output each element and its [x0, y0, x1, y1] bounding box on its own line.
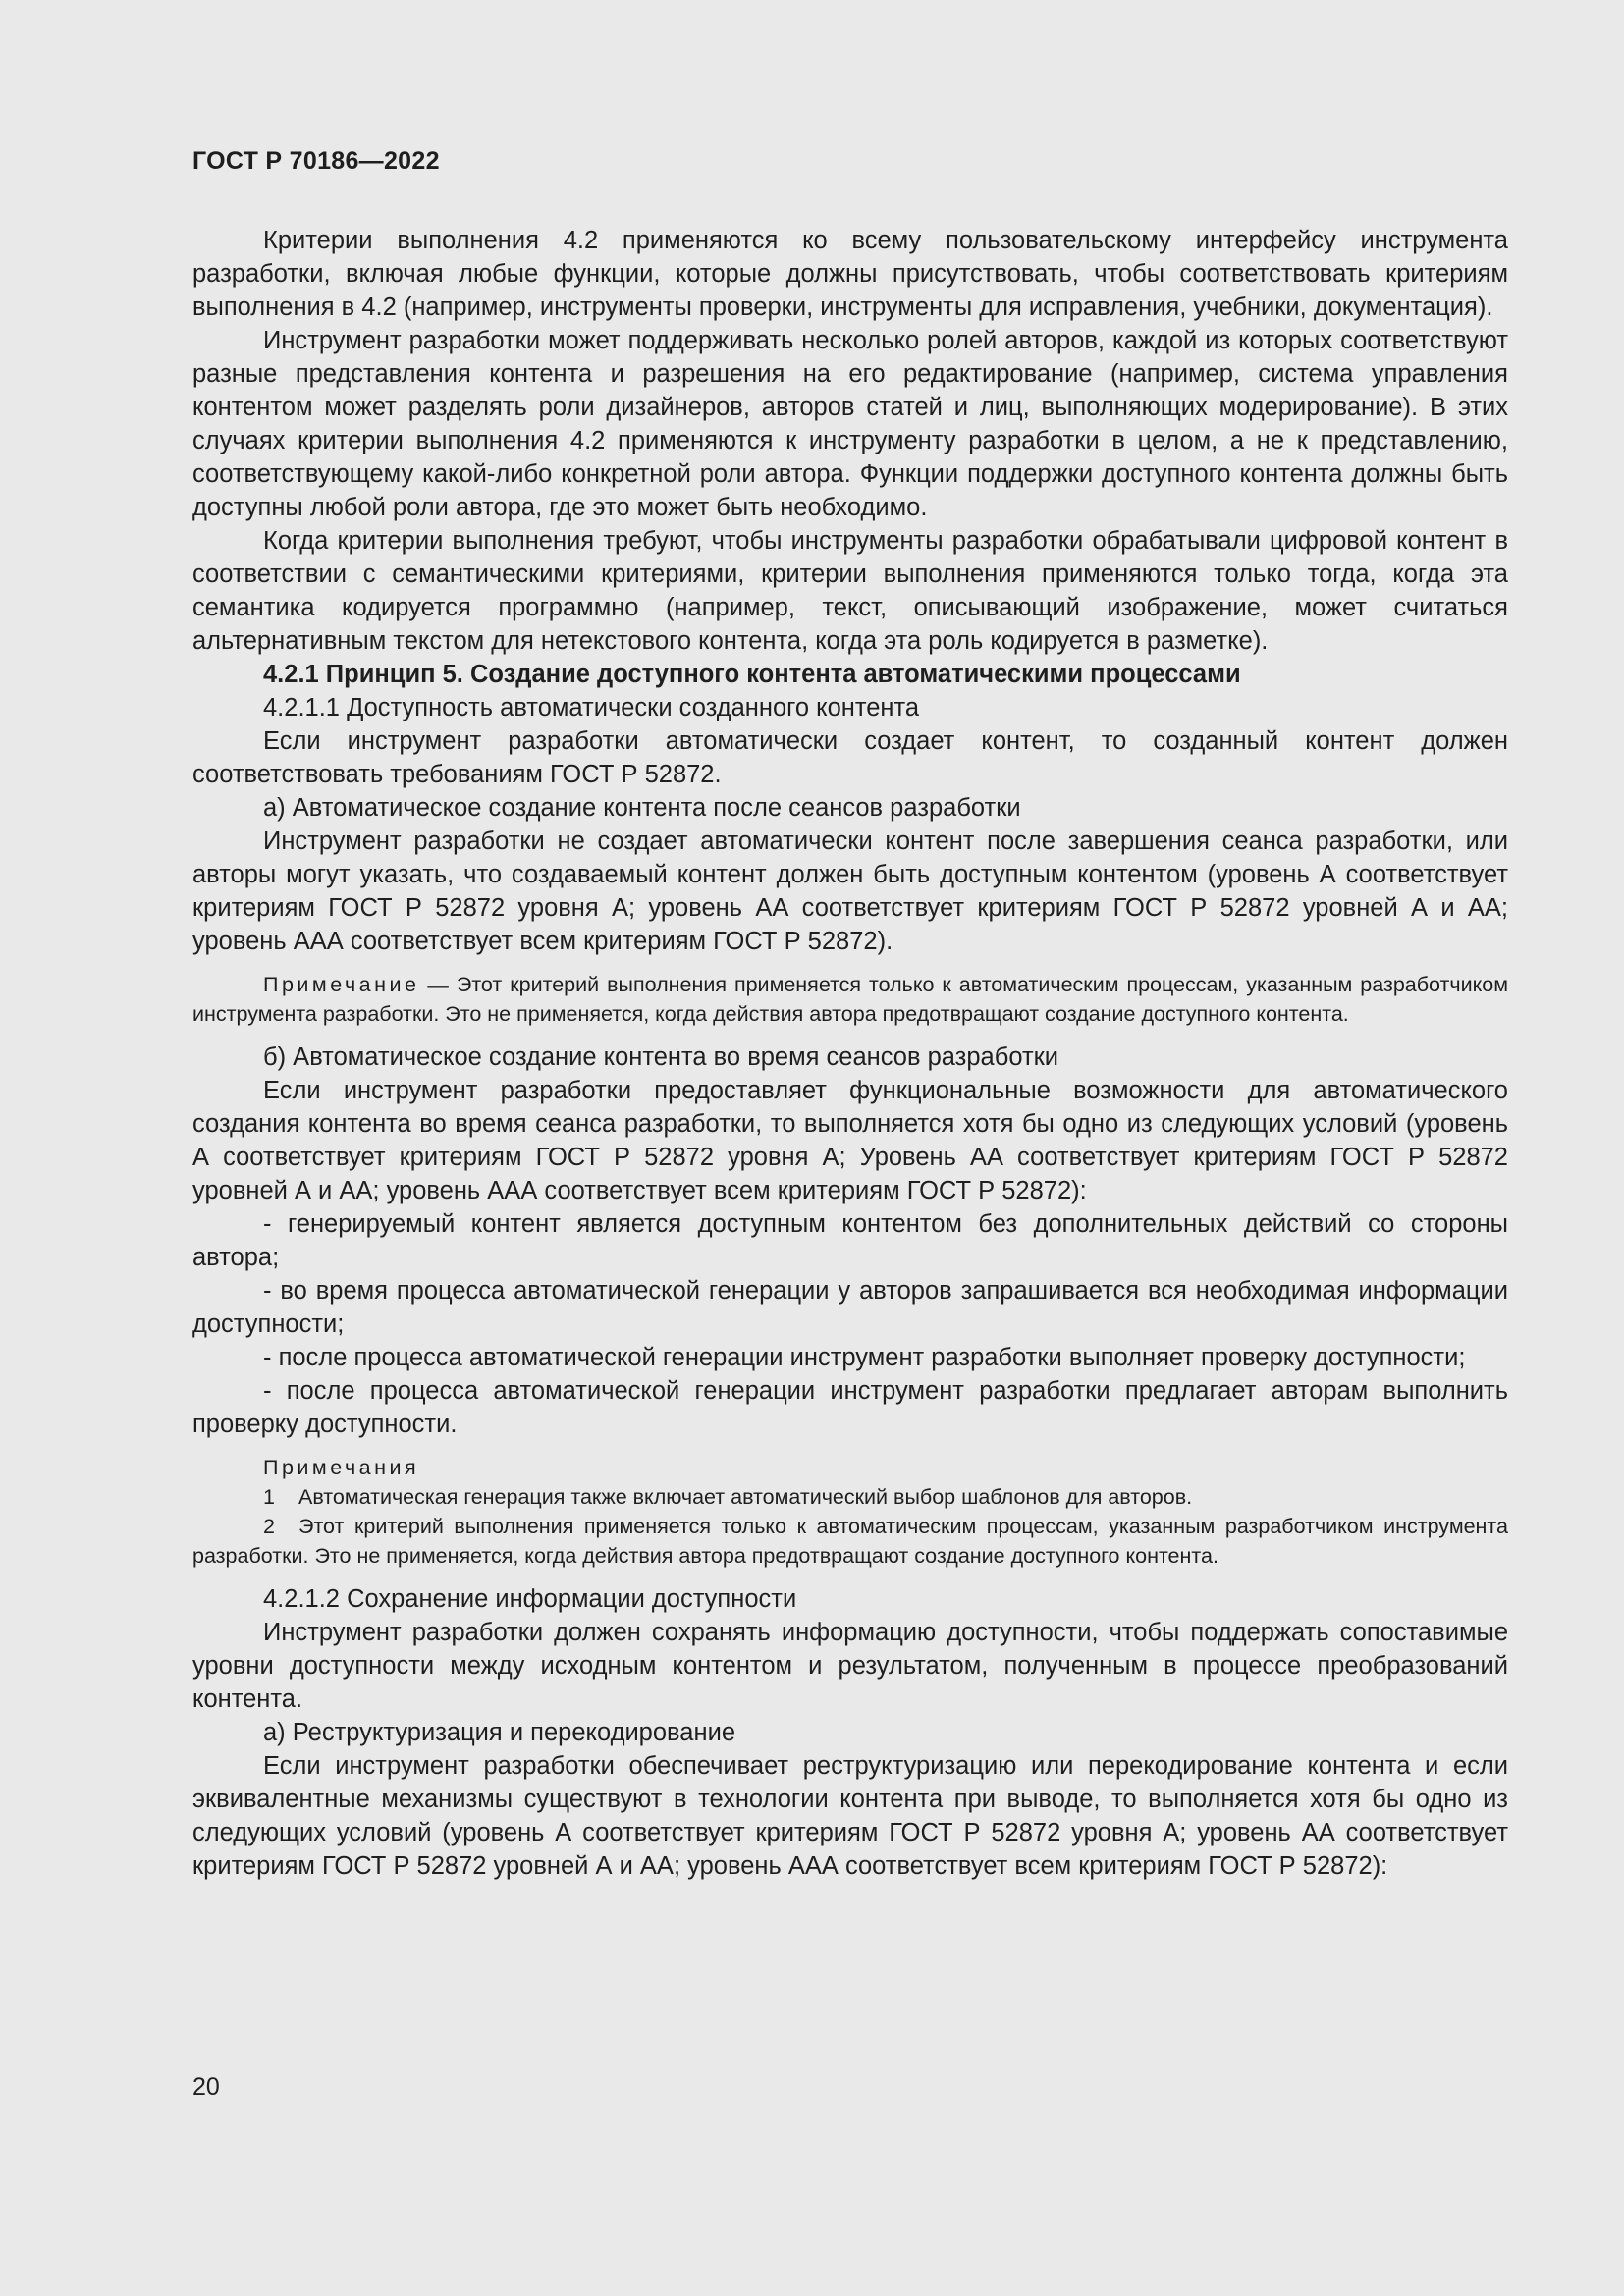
note-item: [192, 1512, 1508, 1571]
subsection-heading-4-2-1-2: 4.2.1.2 Сохранение информации доступности: [263, 1585, 797, 1613]
page-number: 20: [192, 2073, 220, 2101]
bullet-item: - во время процесса автоматической генерации у авторов запрашивается вся необходимая информации доступности;: [192, 1277, 1508, 1338]
list-item-a: а) Автоматическое создание контента после сеансов разработки: [263, 794, 1021, 822]
paragraph: Если инструмент разработки обеспечивает реструктуризацию или перекодирование контента и если эквивалентные механизмы существуют в технологии контента при выводе, то выполняется хотя бы одно из следующих условий (уровень А соответствует критериям ГОСТ Р 52872 уровня А; уровень АА соответствует критериям ГОСТ Р 52872 уровней А и АА; уровень ААА соответствует всем критериям ГОСТ Р 52872):: [192, 1752, 1508, 1880]
subsection-heading-4-2-1-1: 4.2.1.1 Доступность автоматически созданного контента: [263, 694, 920, 721]
bullet-item: - после процесса автоматической генерации инструмент разработки выполняет проверку доступности;: [263, 1344, 1466, 1371]
note-label: Примечание: [263, 973, 420, 996]
notes-label: Примечания: [263, 1456, 420, 1479]
list-item-b: б) Автоматическое создание контента во время сеансов разработки: [263, 1043, 1059, 1071]
note-text: Этот критерий выполнения применяется только к автоматическим процессам, указанным разработчиком инструмента разработки. Это не применяется, когда действия автора предотвращают создание доступного контента.: [192, 1515, 1508, 1568]
bullet-item: - генерируемый контент является доступным контентом без дополнительных действий со стороны автора;: [192, 1210, 1508, 1271]
bullet-item: - после процесса автоматической генерации инструмент разработки предлагает авторам выполнить проверку доступности.: [192, 1377, 1508, 1438]
note-item: [192, 1482, 1508, 1512]
paragraph: Критерии выполнения 4.2 применяются ко всему пользовательскому интерфейсу инструмента разработки, включая любые функции, которые должны присутствовать, чтобы соответствовать критериям выполнения в 4.2 (например, инструменты проверки, инструменты для исправления, учебники, документация).: [192, 227, 1508, 321]
paragraph: Если инструмент разработки автоматически создает контент, то созданный контент должен соответствовать требованиям ГОСТ Р 52872.: [192, 727, 1508, 788]
paragraph: Инструмент разработки может поддерживать несколько ролей авторов, каждой из которых соответствуют разные представления контента и разрешения на его редактирование (например, система управления контентом может разделять роли дизайнеров, авторов статей и лиц, выполняющих модерирование). В этих случаях критерии выполнения 4.2 применяются к инструменту разработки в целом, а не к представлению, соответствующему какой-либо конкретной роли автора. Функции поддержки доступного контента должны быть доступны любой роли автора, где это может быть необходимо.: [192, 327, 1508, 521]
note: [192, 970, 1508, 1029]
paragraph: Если инструмент разработки предоставляет функциональные возможности для автоматического создания контента во время сеанса разработки, то выполняется хотя бы одно из следующих условий (уровень А соответствует критериям ГОСТ Р 52872 уровня А; Уровень АА соответствует критериям ГОСТ Р 52872 уровней А и АА; уровень ААА соответствует всем критериям ГОСТ Р 52872):: [192, 1077, 1508, 1204]
list-item-a: а) Реструктуризация и перекодирование: [263, 1719, 736, 1746]
document-header: ГОСТ Р 70186—2022: [192, 147, 440, 175]
paragraph: Когда критерии выполнения требуют, чтобы инструменты разработки обрабатывали цифровой контент в соответствии с семантическими критериями, критерии выполнения применяются только тогда, когда эта семантика кодируется программно (например, текст, описывающий изображение, может считаться альтернативным текстом для нетекстового контента, когда эта роль кодируется в разметке).: [192, 527, 1508, 655]
paragraph: Инструмент разработки не создает автоматически контент после завершения сеанса разработки, или авторы могут указать, что создаваемый контент должен быть доступным контентом (уровень А соответствует критериям ГОСТ Р 52872 уровня А; уровень АА соответствует критериям ГОСТ Р 52872 уровней А и АА; уровень ААА соответствует всем критериям ГОСТ Р 52872).: [192, 828, 1508, 955]
document-body: [192, 224, 1508, 1883]
note-number: 2: [263, 1515, 275, 1538]
paragraph: Инструмент разработки должен сохранять информацию доступности, чтобы поддержать сопоставимые уровни доступности между исходным контентом и результатом, полученным в процессе преобразований контента.: [192, 1619, 1508, 1713]
note-text: Автоматическая генерация также включает автоматический выбор шаблонов для авторов.: [298, 1485, 1193, 1509]
note-text: — Этот критерий выполнения применяется только к автоматическим процессам, указанным разработчиком инструмента разработки. Это не применяется, когда действия автора предотвращают создание доступного контента.: [192, 973, 1508, 1026]
section-heading-4-2-1: 4.2.1 Принцип 5. Создание доступного контента автоматическими процессами: [263, 661, 1241, 688]
note-number: 1: [263, 1485, 275, 1509]
